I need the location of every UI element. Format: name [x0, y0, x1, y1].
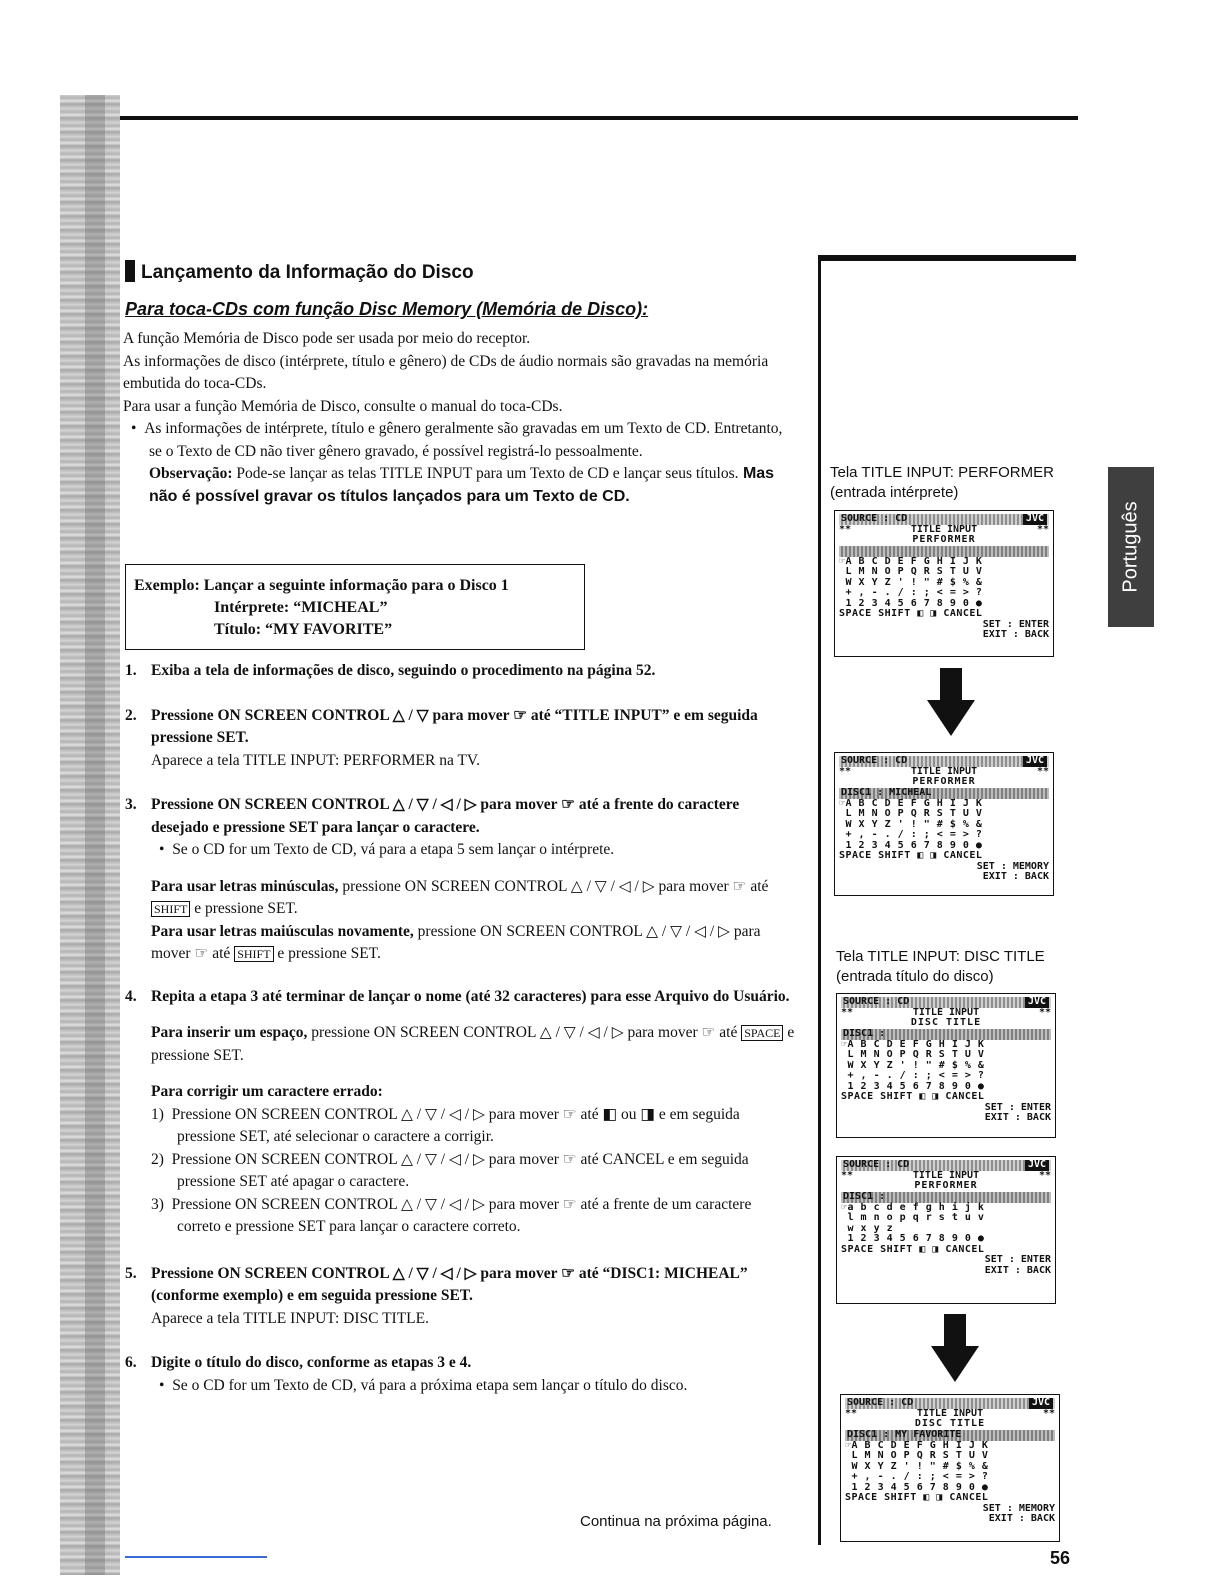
key-row: SPACE SHIFT ◧ ◨ CANCEL: [841, 1243, 985, 1255]
char-row: L M N O P Q R S T U V: [839, 808, 983, 819]
step-note: Aparece a tela TITLE INPUT: PERFORMER na TV.: [151, 751, 480, 769]
caption-performer-line2: (entrada intérprete): [830, 484, 959, 501]
screen-title: TITLE INPUT: [910, 765, 978, 777]
screen-title: TITLE INPUT: [912, 1169, 980, 1181]
example-line3: Título: “MY FAVORITE”: [214, 621, 393, 638]
step-number: 3.: [125, 796, 137, 813]
step-bullet: • Se o CD for um Texto de CD, vá para a próxima etapa sem lançar o título do disco.: [159, 1376, 688, 1394]
fix-text: Pressione ON SCREEN CONTROL △ / ▽ / ◁ / ▷ para mover ☞ até CANCEL e em seguida pressione SET até apagar o caractere.: [171, 1150, 749, 1190]
step-main-text: Exiba a tela de informações de disco, seguindo o procedimento na página 52.: [151, 662, 656, 679]
step-main-text: Pressione ON SCREEN CONTROL △ / ▽ / ◁ / ▷ para mover ☞ até a frente do caractere desejado e pressione SET para lançar o caractere.: [151, 796, 740, 836]
screen-header: [841, 1160, 1051, 1171]
intro-bullet-text: As informações de intérprete, título e gênero geralmente são gravadas em um Texto de CD. Entretanto, se o Texto de CD não tiver gênero gravado, é possível registrá-lo pessoalmente.: [144, 420, 783, 460]
screen-source: SOURCE : CD: [841, 513, 908, 524]
jvc-logo-icon: JVC: [1023, 756, 1047, 767]
step-2: [125, 705, 795, 773]
footer-rule: [125, 1556, 267, 1558]
screen-source: SOURCE : CD: [841, 755, 908, 766]
char-row: ☞A B C D E F G H I J K: [845, 1439, 989, 1451]
step-note: Aparece a tela TITLE INPUT: DISC TITLE.: [151, 1309, 429, 1327]
down-arrow-head-icon: [931, 1346, 979, 1382]
step-number: 2.: [125, 706, 137, 724]
lowercase-text: pressione ON SCREEN CONTROL △ / ▽ / ◁ / ▷ para mover ☞ até: [338, 877, 769, 895]
screen-exit-hint: EXIT : BACK: [982, 871, 1049, 882]
space-label: Para inserir um espaço,: [151, 1024, 308, 1041]
example-line2: Intérprete: “MICHEAL”: [214, 599, 388, 616]
step-bullet-text: Se o CD for um Texto de CD, vá para a próxima etapa sem lançar o título do disco.: [172, 1376, 688, 1394]
screen-source: SOURCE : CD: [843, 996, 910, 1007]
sidebar-left-rule: [818, 255, 821, 1545]
fix-number: 3): [151, 1195, 164, 1213]
screen-disc-title-entered: [840, 1394, 1060, 1542]
shift-key-icon: SHIFT: [151, 901, 190, 917]
observation-text: Pode-se lançar as telas TITLE INPUT para um Texto de CD e lançar seus títulos.: [232, 465, 739, 482]
screen-performer-upper: [834, 510, 1054, 657]
space-key-icon: SPACE: [741, 1025, 783, 1041]
steps-list: [125, 660, 795, 1397]
screen-stars: **: [1042, 1407, 1055, 1419]
screen-disc-title: [836, 993, 1056, 1138]
step-main-text: Pressione ON SCREEN CONTROL △ / ▽ / ◁ / ▷ para mover ☞ até “DISC1: MICHEAL” (conforme exemplo) e em seguida pressione SET.: [151, 1264, 748, 1304]
section-heading: [125, 260, 474, 284]
sidebar-top-rule: [818, 255, 1076, 261]
intro-bullet: • As informações de intérprete, título e gênero geralmente são gravadas em um Texto de CD. Entretanto, se o Texto de CD não tiver gênero gravado, é possível registrá-lo pessoalmente.: [131, 420, 783, 460]
jvc-logo-icon: JVC: [1029, 1398, 1053, 1409]
screen-set-hint: SET : MEMORY: [982, 1502, 1055, 1514]
lowercase-end: e pressione SET.: [190, 900, 298, 917]
step-main-text: Pressione ON SCREEN CONTROL △ / ▽ para mover ☞ até “TITLE INPUT” e em seguida pressione SET.: [151, 706, 758, 746]
observation-warning: Mas não é possível gravar os títulos lançados para um Texto de CD.: [149, 465, 775, 505]
char-row: L M N O P Q R S T U V: [845, 1450, 989, 1461]
screen-stars: **: [841, 1169, 854, 1181]
screen-header: [841, 997, 1051, 1008]
fix-text: Pressione ON SCREEN CONTROL △ / ▽ / ◁ / ▷ para mover ☞ até ◧ ou ◨ e em seguida pressione SET, até selecionar o caractere a corrigir.: [171, 1105, 740, 1145]
screen-exit-hint: EXIT : BACK: [988, 1513, 1055, 1524]
screen-performer-entered: [834, 752, 1054, 896]
fix-list: [151, 1104, 795, 1239]
lowercase-instruction: [151, 876, 795, 921]
fix-item-2: [151, 1149, 795, 1194]
subheading: Para toca-CDs com função Disc Memory (Memória de Disco):: [125, 299, 649, 319]
step-4: [125, 986, 795, 1239]
screen-set-hint: SET : ENTER: [984, 1101, 1051, 1113]
screen-input-bar: DISC1 :: [841, 1029, 1051, 1040]
space-text: pressione ON SCREEN CONTROL △ / ▽ / ◁ / ▷ para mover ☞ até: [307, 1024, 742, 1041]
char-row: 1 2 3 4 5 6 7 8 9 0 ●: [845, 1481, 989, 1493]
screen-header: [839, 514, 1049, 525]
fix-item-3: [151, 1194, 795, 1239]
char-row: W X Y Z ' ! " # $ % &: [839, 576, 983, 588]
screen-stars: **: [1036, 765, 1049, 777]
screen-stars: **: [845, 1407, 858, 1419]
char-row: + , - . / : ; < = > ?: [845, 1471, 989, 1482]
step-5: [125, 1263, 795, 1331]
uppercase-end: e pressione SET.: [273, 945, 381, 962]
space-instruction: [151, 1022, 795, 1067]
screen-subtitle: PERFORMER: [914, 1180, 978, 1191]
screen-input-bar: DISC1 :: [841, 1192, 1051, 1203]
key-row: SPACE SHIFT ◧ ◨ CANCEL: [841, 1091, 985, 1102]
uppercase-text: pressione ON SCREEN CONTROL △ / ▽ / ◁ / ▷ para mover ☞ até: [151, 922, 761, 962]
caption-disc-title-line2: (entrada título do disco): [836, 968, 994, 985]
caption-performer: [830, 463, 1054, 503]
char-row: + , - . / : ; < = > ?: [839, 587, 983, 598]
char-row: ☞a b c d e f g h i j k: [841, 1201, 985, 1213]
intro-p1: A função Memória de Disco pode ser usada por meio do receptor.: [123, 330, 531, 347]
observation: [123, 463, 793, 508]
char-row: l m n o p q r s t u v: [841, 1212, 985, 1223]
jvc-logo-icon: JVC: [1025, 997, 1049, 1008]
screen-subtitle: PERFORMER: [912, 776, 976, 787]
char-row: ☞A B C D E F G H I J K: [839, 797, 983, 809]
screen-title: TITLE INPUT: [916, 1407, 984, 1419]
intro-p2: As informações de disco (intérprete, título e gênero) de CDs de áudio normais são gravadas na memória embutida do toca-CDs.: [123, 352, 769, 392]
screen-stars: **: [841, 1006, 854, 1018]
jvc-logo-icon: JVC: [1023, 514, 1047, 525]
page-number: 56: [1050, 1548, 1071, 1568]
fix-number: 2): [151, 1150, 164, 1168]
char-row: W X Y Z ' ! " # $ % &: [839, 818, 983, 830]
step-number: 5.: [125, 1264, 137, 1282]
scanned-page-edge-shadow: [85, 95, 105, 1575]
down-arrow-icon: [940, 668, 962, 702]
char-row: L M N O P Q R S T U V: [839, 566, 983, 577]
key-row: SPACE SHIFT ◧ ◨ CANCEL: [839, 608, 983, 619]
char-row: 1 2 3 4 5 6 7 8 9 0 ●: [839, 597, 983, 609]
shift-key-icon: SHIFT: [234, 946, 273, 962]
down-arrow-head-icon: [927, 700, 975, 736]
intro-text: [123, 328, 793, 508]
step-1: [125, 660, 795, 683]
step-bullet-text: Se o CD for um Texto de CD, vá para a etapa 5 sem lançar o intérprete.: [172, 841, 615, 858]
screen-source: SOURCE : CD: [847, 1397, 914, 1408]
char-row: ☞A B C D E F G H I J K: [841, 1038, 985, 1050]
screen-input-bar: DISC1 : MICHEAL: [839, 788, 1049, 799]
uppercase-label: Para usar letras maiúsculas novamente,: [151, 922, 414, 940]
screen-set-hint: SET : ENTER: [982, 618, 1049, 630]
screen-header: [845, 1398, 1055, 1409]
char-row: L M N O P Q R S T U V: [841, 1049, 985, 1060]
key-row: SPACE SHIFT ◧ ◨ CANCEL: [845, 1492, 989, 1503]
step-3: [125, 794, 795, 966]
screen-stars: **: [1038, 1169, 1051, 1181]
screen-header: [839, 756, 1049, 767]
screen-title: TITLE INPUT: [912, 1006, 980, 1018]
section-heading-text: Lançamento da Informação do Disco: [141, 262, 474, 283]
jvc-logo-icon: JVC: [1025, 1160, 1049, 1171]
observation-label: Observação:: [149, 465, 233, 482]
screen-input-bar: DISC1 : MY FAVORITE: [845, 1430, 1055, 1441]
char-row: 1 2 3 4 5 6 7 8 9 0 ●: [839, 839, 983, 851]
language-tab-label: Português: [1119, 501, 1142, 593]
screen-set-hint: SET : MEMORY: [976, 860, 1049, 872]
fix-item-1: [151, 1104, 795, 1149]
key-row: SPACE SHIFT ◧ ◨ CANCEL: [839, 850, 983, 861]
step-number: 4.: [125, 987, 137, 1005]
char-row: + , - . / : ; < = > ?: [841, 1070, 985, 1081]
screen-stars: **: [839, 523, 852, 535]
char-row: ☞A B C D E F G H I J K: [839, 555, 983, 567]
screen-stars: **: [839, 765, 852, 777]
fix-number: 1): [151, 1105, 164, 1123]
screen-exit-hint: EXIT : BACK: [982, 629, 1049, 640]
screen-title: TITLE INPUT: [910, 523, 978, 535]
char-row: W X Y Z ' ! " # $ % &: [845, 1460, 989, 1472]
screen-set-hint: SET : ENTER: [984, 1254, 1051, 1265]
space-end: e pressione SET.: [151, 1024, 795, 1064]
step-6: [125, 1352, 795, 1397]
caption-disc-title: [836, 947, 1045, 987]
heading-marker-icon: [125, 260, 135, 282]
example-box: [125, 564, 585, 650]
screen-source: SOURCE : CD: [843, 1159, 910, 1170]
step-number: 1.: [125, 662, 137, 679]
char-row: + , - . / : ; < = > ?: [839, 829, 983, 840]
example-line1: Exemplo: Lançar a seguinte informação para o Disco 1: [134, 577, 509, 594]
screen-subtitle: PERFORMER: [912, 534, 976, 545]
uppercase-instruction: [151, 921, 795, 966]
screen-input-bar: [839, 546, 1049, 557]
down-arrow-icon: [944, 1314, 966, 1348]
screen-stars: **: [1036, 523, 1049, 535]
fix-title: Para corrigir um caractere errado:: [151, 1083, 383, 1100]
screen-exit-hint: EXIT : BACK: [984, 1112, 1051, 1123]
screen-subtitle: DISC TITLE: [914, 1418, 986, 1429]
screen-stars: **: [1038, 1006, 1051, 1018]
caption-performer-line1: Tela TITLE INPUT: PERFORMER: [830, 464, 1054, 481]
continue-note: Continua na próxima página.: [580, 1513, 772, 1530]
screen-subtitle: DISC TITLE: [910, 1017, 982, 1028]
step-main-text: Digite o título do disco, conforme as etapas 3 e 4.: [151, 1354, 472, 1371]
step-main-text: Repita a etapa 3 até terminar de lançar o nome (até 32 caracteres) para esse Arquivo do Usuário.: [151, 987, 790, 1005]
fix-text: Pressione ON SCREEN CONTROL △ / ▽ / ◁ / ▷ para mover ☞ até a frente de um caractere correto e pressione SET para lançar o caractere correto.: [171, 1195, 752, 1235]
char-row: w x y z: [841, 1222, 894, 1234]
char-row: 1 2 3 4 5 6 7 8 9 0 ●: [841, 1233, 985, 1244]
step-bullet: • Se o CD for um Texto de CD, vá para a etapa 5 sem lançar o intérprete.: [159, 841, 615, 858]
step-number: 6.: [125, 1354, 137, 1371]
caption-disc-title-line1: Tela TITLE INPUT: DISC TITLE: [836, 948, 1045, 965]
screen-lowercase: [836, 1156, 1056, 1304]
intro-p3: Para usar a função Memória de Disco, consulte o manual do toca-CDs.: [123, 397, 563, 415]
language-tab: [1108, 467, 1154, 627]
top-rule: [120, 116, 1078, 120]
char-row: 1 2 3 4 5 6 7 8 9 0 ●: [841, 1080, 985, 1092]
lowercase-label: Para usar letras minúsculas,: [151, 877, 339, 895]
screen-exit-hint: EXIT : BACK: [984, 1264, 1051, 1276]
char-row: W X Y Z ' ! " # $ % &: [841, 1059, 985, 1071]
